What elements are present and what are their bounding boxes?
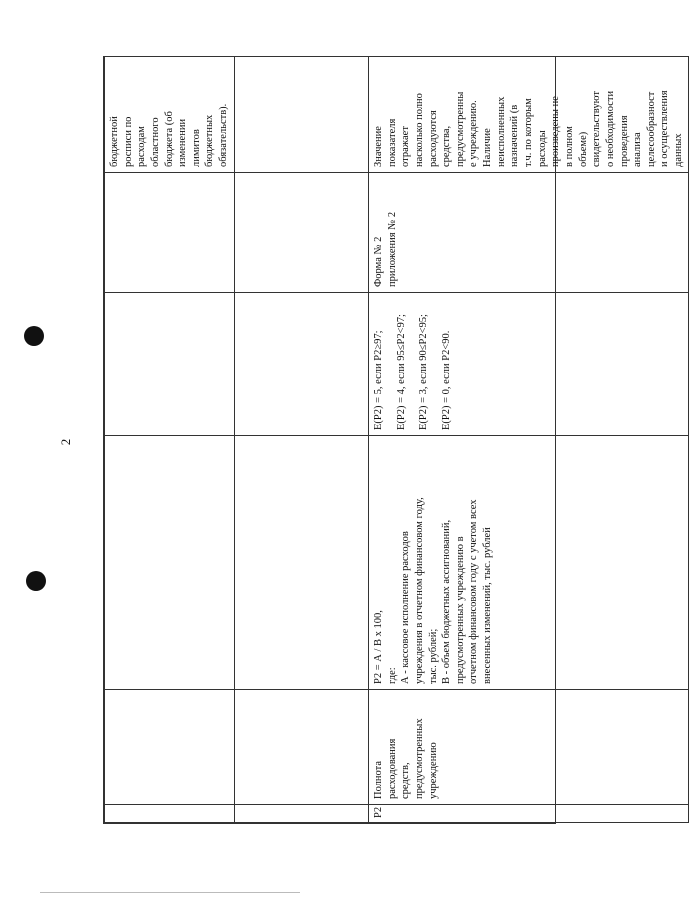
punch-hole-top bbox=[24, 326, 44, 346]
text-line: Наличие bbox=[482, 128, 494, 167]
text-line: т.ч. по которым bbox=[523, 98, 535, 167]
text-line: данных bbox=[673, 133, 685, 167]
text-line: предусмотренных учреждению в bbox=[454, 536, 466, 684]
text-line: Р2 = А / В х 100, bbox=[373, 610, 384, 684]
text-line: тыс. рублей; bbox=[427, 628, 439, 684]
text-line: А - кассовое исполнение расходов bbox=[400, 531, 412, 684]
cell-comment-continuation bbox=[105, 57, 235, 173]
cell-source-blank bbox=[235, 173, 369, 293]
text-line: расходы bbox=[536, 130, 548, 167]
cell-source-blank bbox=[105, 173, 235, 293]
text-line: средств, bbox=[400, 762, 412, 799]
text-line: проведения bbox=[618, 115, 630, 167]
text-line: Полнота bbox=[373, 760, 384, 799]
page-number: 2 bbox=[58, 438, 73, 446]
text-line: насколько полно bbox=[413, 93, 425, 167]
cell-num-blank bbox=[235, 805, 369, 823]
text-line: бюджета (об bbox=[163, 111, 175, 167]
score-rule: Е(Р2) = 4, если 95≤Р2<97; bbox=[395, 314, 407, 430]
score-rule: Е(Р2) = 0, если Р2<90. bbox=[440, 330, 452, 430]
text-line: Значение bbox=[373, 126, 384, 167]
text-line: анализа bbox=[632, 132, 644, 167]
text-line: В - объем бюджетных ассигнований, bbox=[441, 519, 453, 684]
text-line: Форма № 2 bbox=[373, 236, 384, 287]
text-line: неисполненных bbox=[495, 96, 507, 167]
cell-indicator-name bbox=[369, 690, 689, 805]
cell-score-blank bbox=[105, 293, 235, 436]
text-line: бюджетной bbox=[109, 116, 120, 167]
text-line: учреждению bbox=[427, 742, 439, 799]
cell-formula bbox=[369, 436, 689, 690]
cell-num-blank bbox=[105, 805, 235, 823]
text-line: средства, bbox=[441, 125, 453, 167]
text-line: объеме) bbox=[577, 131, 589, 167]
cell-indicator-index bbox=[369, 805, 689, 823]
cell-comment-blank bbox=[235, 57, 369, 173]
text-line: лимитов bbox=[190, 129, 202, 167]
text-line: где: bbox=[386, 667, 398, 684]
cell-data-source bbox=[369, 173, 689, 293]
text-line: учреждения в отчетном финансовом году, bbox=[413, 497, 425, 684]
text-line: изменении bbox=[177, 118, 189, 167]
cell-score-scale bbox=[369, 293, 689, 436]
cell-formula-blank bbox=[105, 436, 235, 690]
text-line: расходования bbox=[386, 738, 398, 799]
cell-name-blank bbox=[235, 690, 369, 805]
text-line: предусмотренны bbox=[454, 91, 466, 167]
text-line: е учреждению. bbox=[468, 100, 480, 167]
score-rule: Е(Р2) = 3, если 90≤Р2<95; bbox=[418, 314, 430, 430]
text-line: в полном bbox=[563, 126, 575, 167]
table-row-spacer bbox=[235, 57, 369, 823]
table-row-continuation bbox=[105, 57, 235, 823]
indicator-table bbox=[104, 56, 689, 823]
text-line: бюджетных bbox=[204, 114, 216, 167]
text-line: приложения № 2 bbox=[386, 211, 398, 287]
cell-formula-blank bbox=[235, 436, 369, 690]
text-line: показателя bbox=[386, 118, 398, 167]
text-line: назначений (в bbox=[509, 104, 521, 167]
text-line: внесенных изменений, тыс. рублей bbox=[482, 527, 494, 684]
text-line: отчетном финансовом году с учетом всех bbox=[468, 499, 480, 684]
text-line: целесообразност bbox=[645, 91, 657, 167]
text-line: свидетельствуют bbox=[591, 91, 603, 167]
cell-name-blank bbox=[105, 690, 235, 805]
text-line: росписи по bbox=[122, 116, 134, 167]
table-row-p2 bbox=[369, 57, 689, 823]
scan-mark bbox=[40, 892, 300, 893]
text-line: областного bbox=[149, 117, 161, 167]
text-line: и осуществления bbox=[659, 90, 671, 167]
text-line: расходам bbox=[136, 126, 148, 167]
text-line: обязательств). bbox=[218, 103, 230, 167]
text-line: отражает bbox=[400, 126, 412, 167]
rotated-table-frame bbox=[103, 56, 685, 824]
text-line: произведены не bbox=[550, 96, 562, 167]
score-rule: Е(Р2) = 5, если Р2≥97; bbox=[373, 330, 384, 430]
cell-score-blank bbox=[235, 293, 369, 436]
text-line: о необходимости bbox=[604, 90, 616, 167]
text-line: расходуются bbox=[427, 110, 439, 167]
cell-comment bbox=[369, 57, 689, 173]
punch-hole-bottom bbox=[26, 571, 46, 591]
text-line: предусмотренных bbox=[413, 718, 425, 799]
indicator-index: Р2 bbox=[373, 806, 384, 818]
